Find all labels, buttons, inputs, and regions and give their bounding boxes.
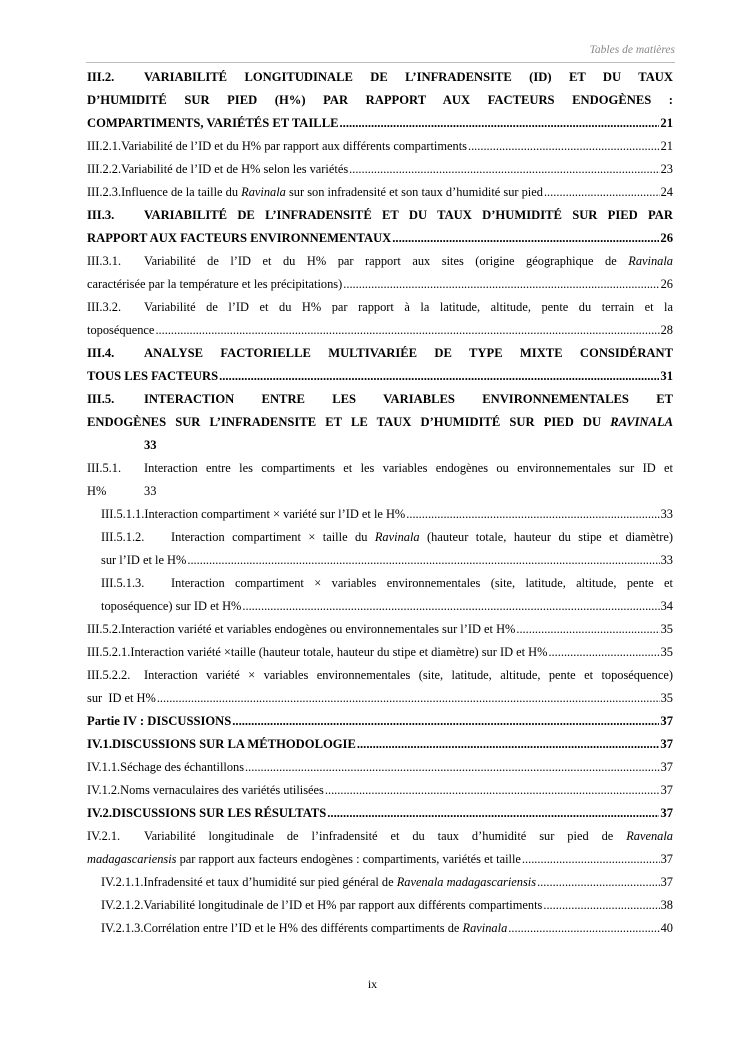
page-number: 24 (660, 185, 673, 199)
page-number: 35 (660, 645, 673, 659)
dot-leader (232, 710, 659, 733)
page-number: 26 (660, 231, 673, 245)
toc-entry-iii-3[interactable]: III.3. VARIABILITÉ DE L’INFRADENSITÉ ET DU TAUX D’HUMIDITÉ SUR PIED PAR (87, 208, 673, 222)
dot-leader (543, 894, 659, 917)
dot-leader (357, 733, 660, 756)
page-number: 33 (144, 438, 157, 452)
toc-entry-iii-4-line2[interactable]: TOUS LES FACTEURS ..... 31 (87, 365, 673, 388)
page-number: 37 (660, 806, 673, 820)
page-number: 31 (660, 369, 673, 383)
dot-leader (516, 618, 659, 641)
toc-entry-iv-2-1[interactable]: IV.2.1. Variabilité longitudinale de l’infradensité et du taux d’humidité sur pied de Ravenala (87, 829, 673, 843)
toc-entry-iii-5-1-line2[interactable]: H% 33 (87, 484, 157, 498)
dot-leader (242, 595, 659, 618)
toc-entry-iii-2-line3[interactable]: COMPARTIMENTS, VARIÉTÉS ET TAILLE ..... 21 (87, 112, 673, 135)
page-number: 37 (660, 760, 673, 774)
toc-entry-iii-3-line2[interactable]: RAPPORT AUX FACTEURS ENVIRONNEMENTAUX ..... 26 (87, 227, 673, 250)
page-number: 35 (660, 691, 673, 705)
toc-entry-iv-1-2[interactable]: IV.1.2. Noms vernaculaires des variétés utilisées ..... 37 (87, 779, 673, 802)
toc-entry-iii-2-2[interactable]: III.2.2. Variabilité de l’ID et de H% selon les variétés ..... 23 (87, 158, 673, 181)
toc-entry-iv-2[interactable]: IV.2. DISCUSSIONS SUR LES RÉSULTATS ..... 37 (87, 802, 673, 825)
dot-leader (522, 848, 660, 871)
toc-entry-iii-4[interactable]: III.4. ANALYSE FACTORIELLE MULTIVARIÉE DE TYPE MIXTE CONSIDÉRANT (87, 346, 673, 360)
dot-leader (537, 871, 660, 894)
page-number: 40 (660, 921, 673, 935)
header-rule (86, 62, 675, 63)
page-number: 35 (660, 622, 673, 636)
dot-leader (392, 227, 659, 250)
toc-entry-iii-2-line2[interactable]: D’HUMIDITÉ SUR PIED (H%) PAR RAPPORT AUX FACTEURS ENDOGÈNES : (87, 93, 673, 107)
toc-entry-iii-3-1-line2[interactable]: caractérisée par la température et les précipitations) ..... 26 (87, 273, 673, 296)
page-number: 38 (660, 898, 673, 912)
dot-leader (544, 181, 660, 204)
dot-leader (327, 802, 659, 825)
dot-leader (349, 158, 659, 181)
dot-leader (340, 112, 660, 135)
toc-entry-partie-iv[interactable]: Partie IV : DISCUSSIONS ..... 37 (87, 710, 673, 733)
dot-leader (157, 687, 660, 710)
toc-entry-iii-3-2[interactable]: III.3.2. Variabilité de l’ID et du H% par rapport à la latitude, altitude, pente du terrain et la (87, 300, 673, 314)
dot-leader (219, 365, 659, 388)
toc-entry-iii-5-1-1[interactable]: III.5.1.1. Interaction compartiment × variété sur l’ID et le H% ..... 33 (87, 503, 673, 526)
page-number: 21 (660, 116, 673, 130)
dot-leader (245, 756, 660, 779)
dot-leader (343, 273, 659, 296)
page-number: 37 (660, 714, 673, 728)
dot-leader (508, 917, 659, 940)
toc-entry-iv-1[interactable]: IV.1. DISCUSSIONS SUR LA MÉTHODOLOGIE ..... 37 (87, 733, 673, 756)
page-number: 21 (660, 139, 673, 153)
toc-entry-iii-5-1-3[interactable]: III.5.1.3. Interaction compartiment × variables environnementales (site, latitude, altitude, pente et (101, 576, 673, 590)
page-number: 37 (660, 852, 673, 866)
toc-entry-iii-3-1[interactable]: III.3.1. Variabilité de l’ID et du H% par rapport aux sites (origine géographique de Ravinala (87, 254, 673, 268)
dot-leader (406, 503, 659, 526)
toc-entry-iv-2-1-2[interactable]: IV.2.1.2. Variabilité longitudinale de l’ID et H% par rapport aux différents compartiments ..... 38 (87, 894, 673, 917)
dot-leader (155, 319, 659, 342)
page-number: 33 (660, 507, 673, 521)
page-number: 37 (660, 737, 673, 751)
toc-entry-iii-5-2-1[interactable]: III.5.2.1. Interaction variété ×taille (hauteur totale, hauteur du stipe et diamètre) sur ID et H% ..... 35 (87, 641, 673, 664)
dot-leader (187, 549, 659, 572)
page-number: 37 (660, 783, 673, 797)
toc-entry-iii-5-line2[interactable]: ENDOGÈNES SUR L’INFRADENSITE ET LE TAUX D’HUMIDITÉ SUR PIED DU RAVINALA (87, 415, 673, 429)
toc-entry-iii-3-2-line2[interactable]: toposéquence ..... 28 (87, 319, 673, 342)
page-footer-number: ix (367, 977, 378, 991)
toc-entry-iii-5-1-2-line2[interactable]: sur l’ID et le H% ..... 33 (87, 549, 673, 572)
toc-entry-iii-2-3[interactable]: III.2.3. Influence de la taille du Ravinala sur son infradensité et son taux d’humidité sur pied ..... 24 (87, 181, 673, 204)
toc-entry-iv-1-1[interactable]: IV.1.1. Séchage des échantillons ..... 37 (87, 756, 673, 779)
page-number: 26 (660, 277, 673, 291)
dot-leader (548, 641, 659, 664)
dot-leader (325, 779, 660, 802)
page-number: 33 (144, 484, 157, 498)
toc-entry-iii-2-1[interactable]: III.2.1. Variabilité de l’ID et du H% par rapport aux différents compartiments ..... 21 (87, 135, 673, 158)
page-number: 37 (660, 875, 673, 889)
toc-entry-iii-5-2[interactable]: III.5.2. Interaction variété et variables endogènes ou environnementales sur l’ID et H% ..... 35 (87, 618, 673, 641)
toc-entry-iii-5-page[interactable] (87, 434, 673, 457)
toc-entry-iv-2-1-line2[interactable]: madagascariensis par rapport aux facteurs endogènes : compartiments, variétés et taille ..... 37 (87, 848, 673, 871)
toc-entry-iii-5-2-2[interactable]: III.5.2.2. Interaction variété × variables environnementales (site, latitude, altitude, pente et toposéquence) (87, 668, 673, 682)
page-number: 33 (660, 553, 673, 567)
toc-entry-iii-5-2-2-line2[interactable]: sur ID et H% ..... 35 (87, 687, 673, 710)
toc-entry-iii-5-1[interactable]: III.5.1. Interaction entre les compartiments et les variables endogènes ou environnementales sur ID et (87, 461, 673, 475)
toc-entry-iii-5-1-3-line2[interactable]: toposéquence) sur ID et H% ..... 34 (87, 595, 673, 618)
table-of-contents (87, 66, 673, 940)
toc-entry-iii-5[interactable]: III.5. INTERACTION ENTRE LES VARIABLES ENVIRONNEMENTALES ET (87, 392, 673, 406)
running-header: Tables de matières (589, 44, 675, 56)
toc-entry-iv-2-1-1[interactable]: IV.2.1.1. Infradensité et taux d’humidité sur pied général de Ravenala madagascariensis ..... 37 (87, 871, 673, 894)
page-number: 28 (660, 323, 673, 337)
page-number: 34 (660, 599, 673, 613)
toc-entry-iii-2[interactable]: III.2. VARIABILITÉ LONGITUDINALE DE L’INFRADENSITE (ID) ET DU TAUX (87, 70, 673, 84)
toc-entry-iii-5-1-2[interactable]: III.5.1.2. Interaction compartiment × taille du Ravinala (hauteur totale, hauteur du stipe et diamètre) (101, 530, 673, 544)
dot-leader (468, 135, 660, 158)
page-number: 23 (660, 162, 673, 176)
toc-entry-iv-2-1-3[interactable]: IV.2.1.3. Corrélation entre l’ID et le H% des différents compartiments de Ravinala ..... 40 (87, 917, 673, 940)
